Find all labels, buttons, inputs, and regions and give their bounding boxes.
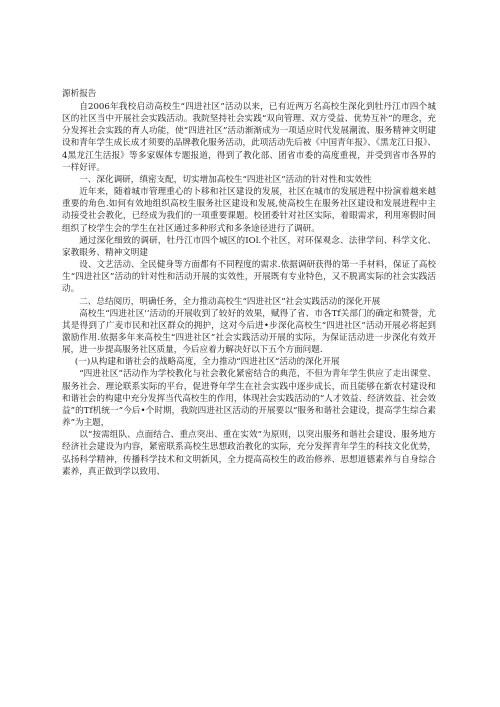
paragraph-principles: 以“按需组队、点面结合、重点突出、重在实效”为原则，以突出服务和谐社会建设、服务地方经济社会建设为内容，紧密联系高校生思想政治教化的实际，充分发挥青年学生的科技文化优势，弘扬科学精神，传播科学技术和文明新风，全力提高高校生的政治修养、思想道德素养与自身综合素养，真正做到学以致用、 xyxy=(62,430,436,477)
subsection-heading-1: (一)从构建和谐社会的战略高度，全力推动“四进社区”活动的深化开展 xyxy=(74,357,340,368)
paragraph-harmony: “四进社区”活动作为学校教化与社会教化紧密结合的典范，不但为青年学生供应了走出课堂、服务社会、理论联系实际的平台，促进脊年学生在社会实践中逐步成长，而且能够在新农村建设和和谐社会的构建中充分发挥当代高校生的作用，体现社会实践活动的“人才效益、经济效益、社会效益”的Tf机统一”今后•个时期，我院四进社区活动的开展要以“服务和谐社会建设，提高学生综合素养”为主题， xyxy=(62,369,436,429)
paragraph-summary: 高校生“四进社区'’活动的开展收到了较好的效果，赋得了省、市各Tf关部门的确定和赞誉，尤其是得到了广麦市民和社区群众的拥护，这对今后进•步深化高校生“四进社区”活动开展必将起到激励作用.依据多年来高校生“四进社区”社会实践活动开展的实际，为保证活动进一步深化有效开展，进一步提高服务社区质量，今后应着力解决好以下五个方面问题. xyxy=(62,308,436,356)
paragraph-intro: 自2006年我校启动高校生“四进社区”活动以来，已有近两万名高校生深化到牡丹江市四个城区的社区当中开展社会实践活动。我院坚持社会实践“双向管理、双方受益、优势互补”的理念，充分发挥社会实践的育人功能，使“四进社区”活动渐渐成为一项适应时代发展潮流、服务精神文明建设和青年学生成长成才须要的品牌教化服务活动，此项活动先后被《中国青年报》、《黑龙江日报》、4黑龙江生活报》等多家媒体专题报道，得到了教化部、团省市委的高度重视，并受到省市各界的一样好评。 xyxy=(62,102,436,173)
document-title: 源析报告 xyxy=(62,89,97,99)
section-heading-2: 二、总结阅历，明确任务，全力推动高校生“四进社区”社会实践活动的深化开展 xyxy=(79,296,381,307)
section-heading-1: 一、深化调研，缜密支配，切实增加高校生“四进社区”活动的针对性和实效性 xyxy=(79,174,372,185)
paragraph-research: 近年来，随着城市管理重心的卜移和社区建设的发展，社区在城市的发展进程中扮演着越来越重要的角色.如何有效地组织高校生服务社区建设和发展,使高校生在服务社区建设和发展进程中主动接受社会教化，已经成为我们的一项重要课题。校团委针对社区实际，着眼需求，利用寒假时间组织了校学生会的学生在社区通过多种形式和多条途径进行了调研。 xyxy=(62,187,436,234)
paragraph-survey-2: 设、文艺活动、全民健身等方面都有不同程度的需求.依据调研获得的第一手材料，保证了高校生“四进社区”活动的针对性和活动开展的实效性，开展既有专业特色，又不脱离实际的社会实践活动。 xyxy=(62,260,436,295)
paragraph-survey-1: 通过深化细致的调研，牡丹江市四个城区的IOl.个社区，对环保观念、法律学问、科学文化、家教眼务、精神文明建 xyxy=(62,235,436,258)
